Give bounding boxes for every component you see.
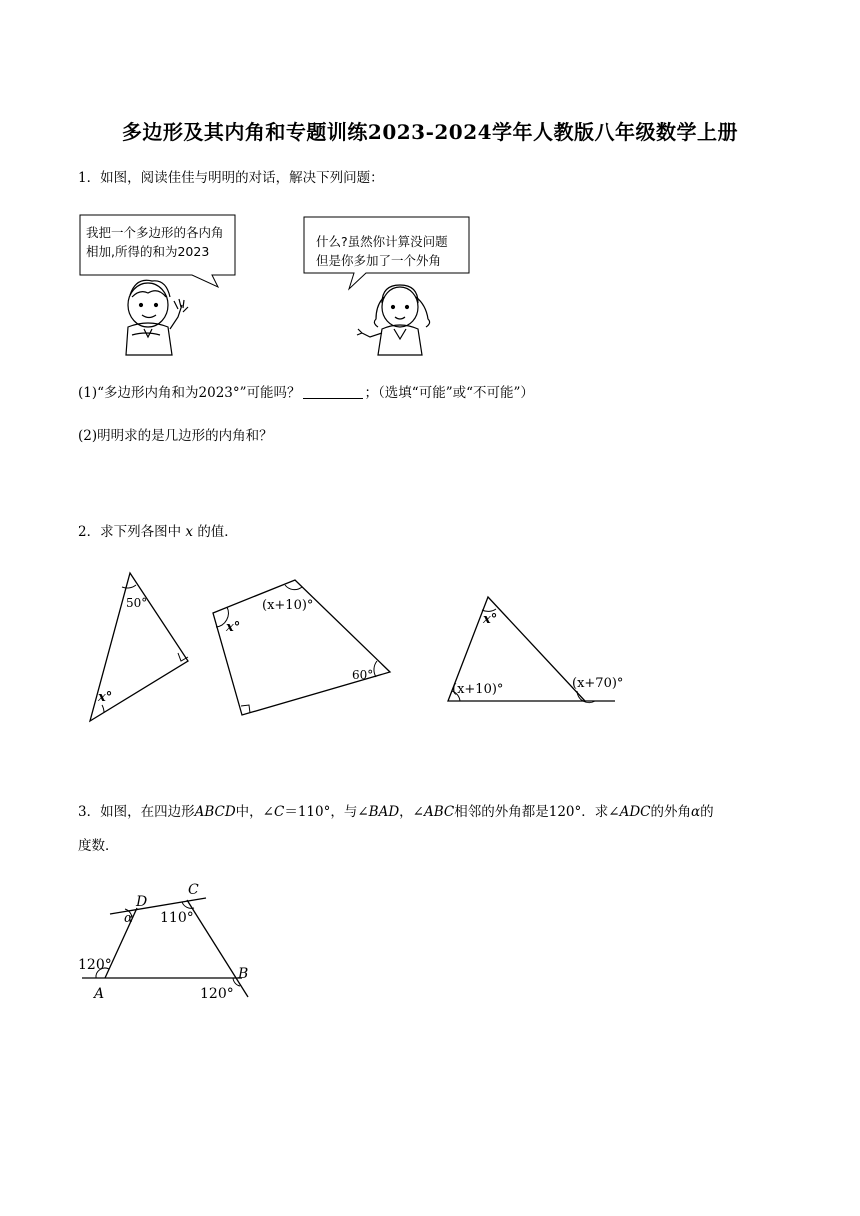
q3-var-alpha: α [690,804,701,820]
q2-fig2-angle-left: x° [226,620,241,635]
page-title: 多边形及其内角和专题训练2023-2024学年人教版八年级数学上册 [121,120,739,144]
q1-part1 [78,383,534,403]
q3-line1 [78,802,714,822]
q3-text-k: 的外角 [650,804,691,820]
q2-stem [78,522,238,542]
q2-fig2-angle-right: 60° [352,668,374,682]
q3-var-adc: ADC [619,804,651,820]
q3-text-e: ＝110°，与∠ [284,804,369,820]
q3-angle-a-ext: 120° [78,957,112,973]
q3-text-a: 3．如图，在四边形 [78,804,195,820]
boy-illustration [126,280,188,355]
q3-label-c: C [188,882,199,898]
q2-fig1-triangle [90,573,188,721]
q3-line2: 度数． [78,838,119,854]
q2-fig3-angle-top: x° [483,612,498,627]
q2-figures [80,565,640,730]
q1-part1-hint: ；（选填“可能”或“不可能”） [364,385,534,401]
q1-answer-blank[interactable] [303,384,363,399]
q2-fig1-angle-bottom: x° [98,690,113,705]
q2-fig2-angle-top: (x+10)° [262,598,314,613]
q3-text-g: ，∠ [399,804,424,820]
q2-fig2-quadrilateral [213,580,390,715]
q2-stem-var: x [185,524,194,540]
girl-bubble-line-2: 但是你多加了一个外角 [316,253,442,268]
girl-illustration [357,285,430,355]
boy-bubble-line-1: 我把一个多边形的各内角 [86,225,224,240]
q2-stem-before: 2．求下列各图中 [78,524,182,540]
q3-text-i: 相邻的外角都是120°．求∠ [454,804,620,820]
boy-bubble-line-2: 相加,所得的和为2023 [86,244,210,259]
q2-fig3-angle-exterior: (x+70)° [572,676,624,691]
q2-fig1-angle-top: 50° [126,596,148,610]
q3-label-a: A [94,986,105,1002]
q3-text-m: 的 [700,804,714,820]
q2-fig3-angle-left: (x+10)° [452,682,504,697]
q1-part1-question: (1)“多边形内角和为2023°”可能吗？ [78,385,301,401]
q2-stem-after: 的值． [197,524,238,540]
q3-var-abcd: ABCD [194,804,236,820]
girl-bubble-line-1: 什么?虽然你计算没问题 [316,234,448,249]
q2-fig3-triangle [448,597,623,703]
q3-label-b: B [238,966,249,982]
q3-var-abc: ABC [423,804,455,820]
q3-label-d: D [136,894,148,910]
q3-angle-alpha: α [124,911,133,926]
q3-quadrilateral-figure [70,872,270,1007]
q3-text-c: 中，∠ [235,804,274,820]
q3-var-bad: BAD [368,804,400,820]
q1-part2: (2)明明求的是几边形的内角和？ [78,428,273,444]
q3-angle-c: 110° [160,910,194,926]
q3-angle-b-ext: 120° [200,986,234,1002]
q3-var-c: C [273,804,285,820]
q1-stem: 1．如图，阅读佳佳与明明的对话，解决下列问题： [78,170,384,186]
